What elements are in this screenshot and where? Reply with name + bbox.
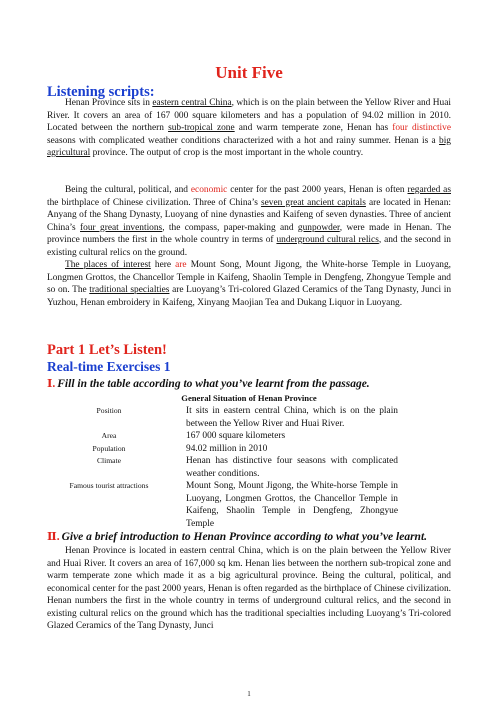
part1-heading: Part 1 Let’s Listen! [47, 342, 167, 358]
script-paragraph-1: Henan Province sits in eastern central China, which is on the plain between the Yellow River and Huai River. It covers an area of 167 000 square kilometers and has a population of 94.02 million in 2010. Located between the northern sub-tropical zone and warm temperate zone, Henan has four distinctive seasons with complicated weather conditions characterized with a hot and rainy summer. Henan is a big agricultural province. The output of crop is the most important in the whole country. [47, 98, 452, 158]
script-paragraph-3: The places of interest here are Mount Song, Mount Jigong, the White-horse Temple in Luoyang, Longmen Grottos, the Chancellor Temple in Kaifeng, Shaolin Temple in Dengfeng, Zhongyue Temple and so on. The traditional specialties are Luoyang’s Tri-colored Glazed Ceramics of the Tang Dynasty, Junci in Yuzhou, Henan embroidery in Kaifeng, Xinyang Maojian Tea and Dukang Liquor in Luoyang. [47, 260, 452, 308]
row-label: Population [92, 444, 126, 453]
unit-title: Unit Five [215, 63, 283, 82]
row-value: 94.02 million in 2010 [186, 444, 268, 454]
row-value: It sits in eastern central China, which is on the plain between the Yellow River and Huai River. [186, 406, 398, 429]
exercise-2-instruction: Ⅱ. Give a brief introduction to Henan Province according to what you’ve learnt. [47, 531, 428, 543]
row-value: 167 000 square kilometers [186, 431, 286, 441]
page-number: 1 [247, 690, 251, 698]
row-label: Climate [96, 456, 122, 465]
table-title: General Situation of Henan Province [181, 393, 317, 403]
listening-scripts-heading: Listening scripts: [47, 84, 155, 100]
row-label: Area [101, 431, 117, 440]
answer-paragraph: Henan Province is located in eastern central China, which is on the plain between the Yellow River and Huai River. It covers an area of 167,000 sq km. Henan lies between the northern sub-tropical zone and warm temperate zone which made it as a big agricultural province. Being the cultural, political, and economical center for the past 2000 years, Henan is often regarded as the birthplace of Chinese civilization. Henan numbers the first in the whole country in terms of underground cultural relics, and the second in existing cultural relics on the ground which has the traditional specialties including Luoyang’s Tri-colored Glazed Ceramics of the Tang Dynasty, Junci [47, 546, 452, 631]
row-value: Henan has distinctive four seasons with complicated weather conditions. [186, 456, 398, 479]
script-paragraph-2: Being the cultural, political, and economic center for the past 2000 years, Henan is often regarded as the birthplace of Chinese civilization. Three of China’s seven great ancient capitals are located in Henan: Anyang of the Shang Dynasty, Luoyang of nine dynasties and Kaifeng of seven dynasties. Three of ancient China’s four great inventions, the compass, paper-making and gunpowder, were made in Henan. The province numbers the first in the whole country in terms of underground cultural relics, and the second in existing cultural relics on the ground. [47, 185, 451, 258]
realtime-exercises-heading: Real-time Exercises 1 [47, 359, 171, 374]
exercise-1-instruction: Ⅰ. Fill in the table according to what you’ve learnt from the passage. [47, 378, 370, 390]
row-label: Famous tourist attractions [69, 481, 149, 490]
row-label: Position [96, 406, 122, 415]
row-value: Mount Song, Mount Jigong, the White-horse Temple in Luoyang, Longmen Grottos, the Chancellor Temple in Kaifeng, Shaolin Temple in Dengfeng, Zhongyue Temple [186, 481, 398, 529]
